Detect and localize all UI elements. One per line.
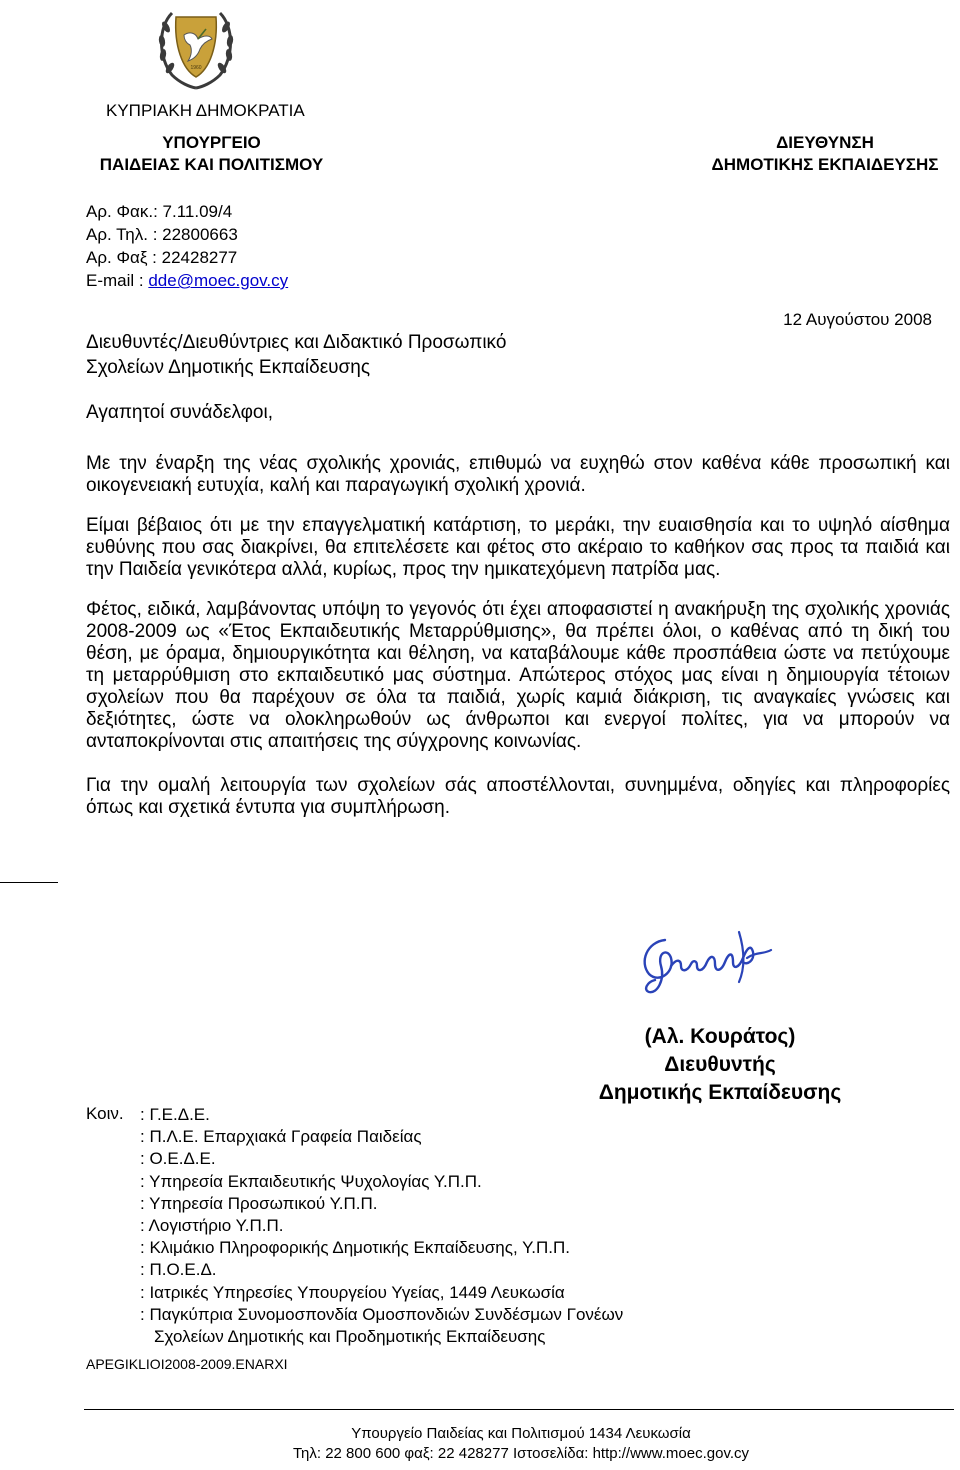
recipients-line-1: Διευθυντές/Διευθύντριες και Διδακτικό Προσωπικό (86, 332, 507, 353)
signer-name: (Αλ. Κουράτος) (644, 1025, 796, 1048)
cc-item: : Λογιστήριο Υ.Π.Π. (140, 1216, 284, 1236)
email-line (86, 269, 288, 292)
fax-number: Αρ. Φαξ : 22428277 (86, 248, 238, 267)
salutation: Αγαπητοί συνάδελφοι, (86, 402, 273, 423)
cc-label (86, 1104, 133, 1124)
email-link[interactable]: dde@moec.gov.cy (148, 271, 289, 290)
ministry-line-2: ΠΑΙΔΕΙΑΣ ΚΑΙ ΠΟΛΙΤΙΣΜΟΥ (99, 155, 324, 174)
body-paragraph-3: Φέτος, ειδικά, λαμβάνοντας υπόψη το γεγονός ότι έχει αποφασιστεί η ανακήρυξη της σχολικής χρονιάς 2008-2009 ως «Έτος Εκπαιδευτικής Μεταρρύθμισης», θα πρέπει όλοι, ο καθένας από τη δική του θέση, με όραμα, δημιουργικότητα και θέληση, να καταβάλουμε κάθε προσπάθεια ώστε να πετύχουμε τη μεταρρύθμιση στο εκπαιδευτικό μας σύστημα. Απώτερος στόχος μας είναι η δημιουργία τέτοιων σχολείων που θα παρέχουν σε όλα τα παιδιά, χωρίς καμιά διάκριση, τις αναγκαίες γνώσεις και δεξιότητες, ώστε να ολοκληρωθούν ως άνθρωποι και ενεργοί πολίτες, για να μπορούν να ανταποκρίνονται στις απαιτήσεις της σύγχρονης κοινωνίας. (86, 599, 950, 752)
directorate-line-2: ΔΗΜΟΤΙΚΗΣ ΕΚΠΑΙΔΕΥΣΗΣ (711, 155, 939, 174)
cc-item-continuation: Σχολείων Δημοτικής και Προδημοτικής Εκπαίδευσης (154, 1327, 546, 1347)
cc-item: : Κλιμάκιο Πληροφορικής Δημοτικής Εκπαίδευσης, Υ.Π.Π. (140, 1238, 570, 1258)
cc-item: : Παγκύπρια Συνομοσπονδία Ομοσπονδιών Συνδέσμων Γονέων (140, 1304, 624, 1324)
cc-list (140, 1104, 623, 1348)
cc-item: : Ιατρικές Υπηρεσίες Υπουργείου Υγείας, 1449 Λευκωσία (140, 1282, 565, 1302)
footer-line-2: Τηλ: 22 800 600 φαξ: 22 428277 Ιστοσελίδα: http://www.moec.gov.cy (292, 1445, 750, 1462)
cc-item: : Π.Ο.Ε.Δ. (140, 1260, 217, 1280)
letter-date: 12 Αυγούστου 2008 (783, 310, 932, 329)
body-paragraph-2: Είμαι βέβαιος ότι με την επαγγελματική κατάρτιση, το μεράκι, την ευαισθησία και το υψηλό αίσθημα ευθύνης που σας διακρίνει, θα επιτελέσετε και φέτος στο ακέραιο το καθήκον σας προς τα παιδιά και την Παιδεία γενικότερα αλλά, κυρίως, προς την ημικατεχόμενη πατρίδα μας. (86, 515, 950, 580)
contact-block (86, 200, 288, 292)
cc-item: : Ο.Ε.Δ.Ε. (140, 1149, 216, 1169)
ministry-heading (84, 132, 339, 176)
phone-number: Αρ. Τηλ. : 22800663 (86, 225, 238, 244)
signature-icon (635, 922, 785, 997)
recipients-line-2: Σχολείων Δημοτικής Εκπαίδευσης (86, 357, 371, 378)
footer-divider (84, 1409, 954, 1410)
cc-label-text: Κοιν. (86, 1104, 124, 1123)
svg-text:1960: 1960 (190, 65, 202, 71)
body-paragraph-4: Για την ομαλή λειτουργία των σχολείων σάς αποστέλλονται, συνημμένα, οδηγίες και πληροφορίες όπως και σχετικά έντυπα για συμπλήρωση. (86, 775, 950, 818)
coat-of-arms-icon (150, 5, 242, 91)
cc-item: : Υπηρεσία Εκπαιδευτικής Ψυχολογίας Υ.Π.Π. (140, 1171, 482, 1191)
cc-item: : Υπηρεσία Προσωπικού Υ.Π.Π. (140, 1193, 378, 1213)
file-reference: Αρ. Φακ.: 7.11.09/4 (86, 202, 233, 221)
footer (86, 1424, 956, 1464)
signer-title-1: Διευθυντής (664, 1053, 776, 1076)
cc-item: : Π.Λ.Ε. Επαρχιακά Γραφεία Παιδείας (140, 1127, 422, 1147)
signer-title-2: Δημοτικής Εκπαίδευσης (598, 1081, 842, 1104)
footer-line-1: Υπουργείο Παιδείας και Πολιτισμού 1434 Λευκωσία (351, 1425, 691, 1442)
email-label: E-mail : (86, 271, 149, 290)
directorate-heading (694, 132, 956, 176)
republic-name: ΚΥΠΡΙΑΚΗ ΔΗΜΟΚΡΑΤΙΑ (106, 101, 305, 120)
directorate-line-1: ΔΙΕΥΘΥΝΣΗ (776, 133, 874, 152)
ministry-line-1: ΥΠΟΥΡΓΕΙΟ (162, 133, 261, 152)
cc-item: : Γ.Ε.Δ.Ε. (140, 1105, 210, 1124)
signer-block (586, 1023, 854, 1107)
margin-mark (0, 882, 58, 883)
letter-body (86, 453, 950, 837)
recipients (86, 330, 506, 380)
body-paragraph-1: Με την έναρξη της νέας σχολικής χρονιάς, επιθυμώ να ευχηθώ στον καθένα κάθε προσωπική και οικογενειακή ευτυχία, καλή και παραγωγική σχολική χρονιά. (86, 453, 950, 496)
document-reference: APEGIKLIOI2008-2009.ENARXI (86, 1356, 288, 1372)
